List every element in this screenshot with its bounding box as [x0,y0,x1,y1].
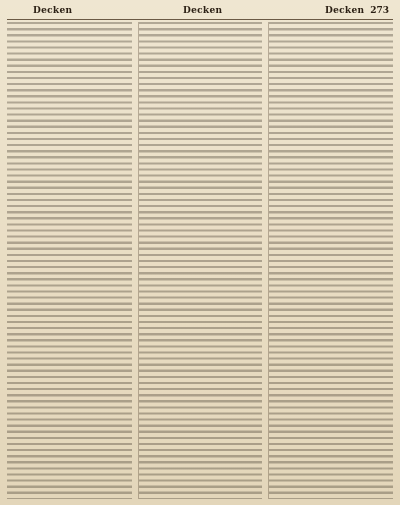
text-column-2 [138,22,263,499]
text-column-1 [7,22,132,499]
text-columns [7,22,393,499]
column-3-text-texture [269,22,393,499]
column-2-text-texture [139,22,263,499]
header-left-word: Decken [33,6,73,16]
page-number: 273 [370,6,389,16]
header-middle-word: Decken [183,6,223,16]
running-header [7,6,393,20]
column-1-text-texture [7,22,132,499]
header-right-word: Decken [325,6,365,16]
text-column-3 [268,22,393,499]
